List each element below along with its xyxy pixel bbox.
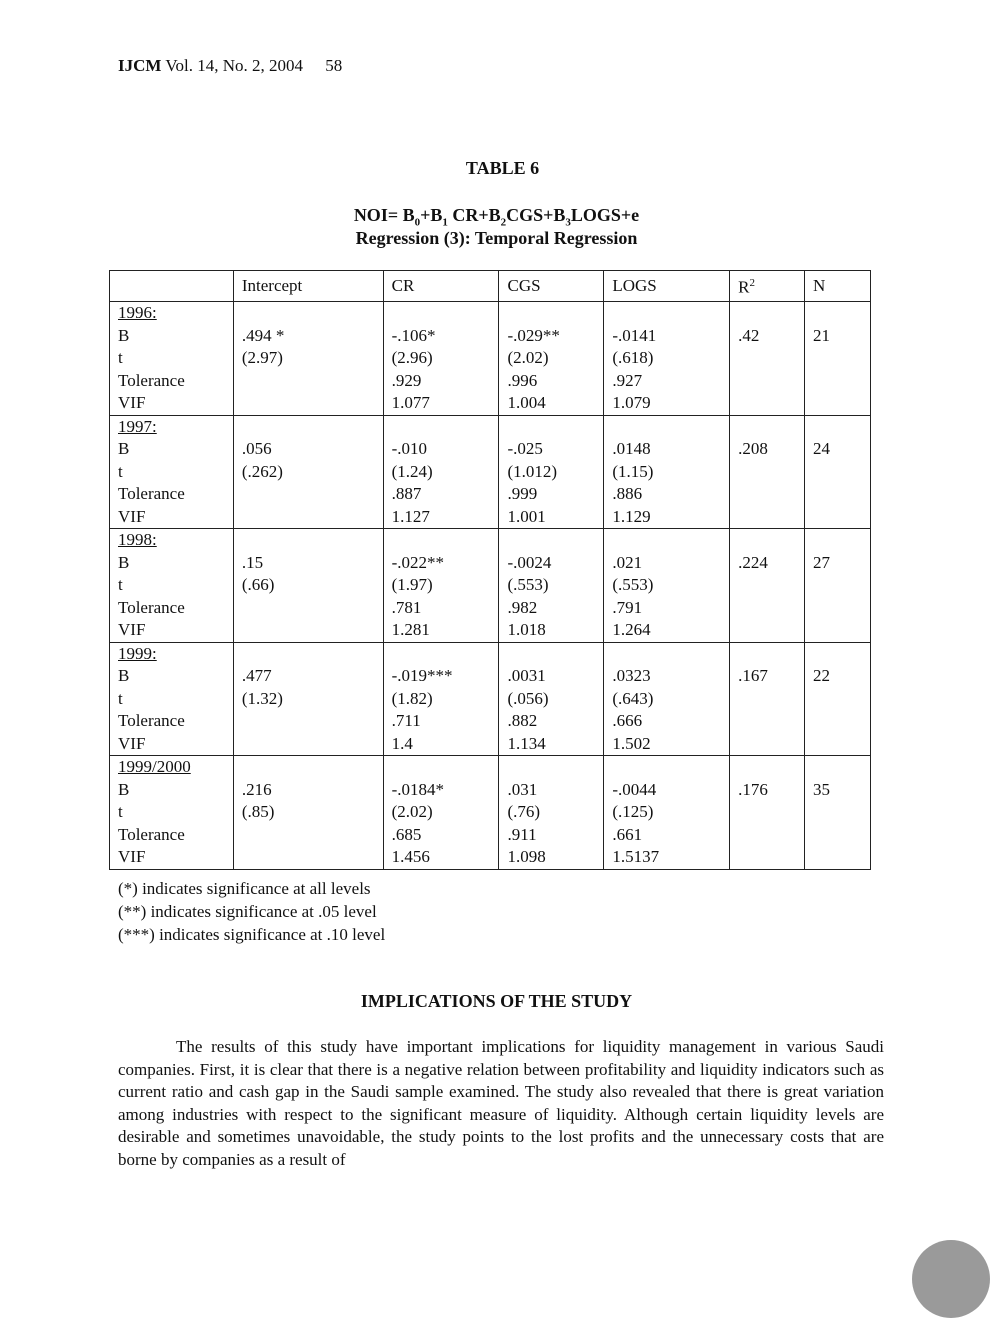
cr-cell: -.010 (1.24) .887 1.127 [383, 415, 499, 529]
intercept-cell: .477 (1.32) [233, 642, 383, 756]
regression-table [109, 270, 871, 870]
regression-label: Regression (3): Temporal Regression [355, 228, 638, 248]
journal-volume: Vol. 14, No. 2, 2004 [165, 56, 303, 75]
running-header [118, 56, 342, 76]
intercept-cell: .494 * (2.97) [233, 302, 383, 416]
cr-cell: -.0184* (2.02) .685 1.456 [383, 756, 499, 870]
section-heading: IMPLICATIONS OF THE STUDY [360, 991, 633, 1011]
n-cell: 27 [805, 529, 871, 643]
header-cr: CR [383, 271, 499, 302]
row-labels-cell: 1996: B t Tolerance VIF [110, 302, 234, 416]
n-cell: 35 [805, 756, 871, 870]
n-cell: 22 [805, 642, 871, 756]
header-n: N [805, 271, 871, 302]
cgs-cell: -.0024 (.553) .982 1.018 [499, 529, 604, 643]
journal-name: IJCM [118, 56, 162, 75]
table-notes [118, 877, 385, 946]
cr-cell: -.022** (1.97) .781 1.281 [383, 529, 499, 643]
header-intercept: Intercept [233, 271, 383, 302]
r-squared-cell: .208 [730, 415, 805, 529]
r-squared-cell: .167 [730, 642, 805, 756]
row-labels-cell: 1998: B t Tolerance VIF [110, 529, 234, 643]
row-labels-cell: 1999/2000 B t Tolerance VIF [110, 756, 234, 870]
table-title: TABLE 6 [465, 158, 540, 178]
cgs-cell: -.025 (1.012) .999 1.001 [499, 415, 604, 529]
cgs-cell: .031 (.76) .911 1.098 [499, 756, 604, 870]
logs-cell: .021 (.553) .791 1.264 [604, 529, 730, 643]
r-squared-cell: .42 [730, 302, 805, 416]
header-cgs: CGS [499, 271, 604, 302]
intercept-cell: .216 (.85) [233, 756, 383, 870]
table-header-row [110, 271, 871, 302]
header-empty [110, 271, 234, 302]
row-labels-cell: 1997: B t Tolerance VIF [110, 415, 234, 529]
intercept-cell: .15 (.66) [233, 529, 383, 643]
note-line: (*) indicates significance at all levels [118, 879, 371, 898]
n-cell: 21 [805, 302, 871, 416]
logs-cell: -.0141 (.618) .927 1.079 [604, 302, 730, 416]
note-line: (***) indicates significance at .10 level [118, 925, 386, 944]
table-row [110, 756, 871, 870]
logs-cell: .0323 (.643) .666 1.502 [604, 642, 730, 756]
page-number: 58 [325, 56, 343, 75]
cgs-cell: .0031 (.056) .882 1.134 [499, 642, 604, 756]
intercept-cell: .056 (.262) [233, 415, 383, 529]
logs-cell: -.0044 (.125) .661 1.5137 [604, 756, 730, 870]
header-logs: LOGS [604, 271, 730, 302]
cgs-cell: -.029** (2.02) .996 1.004 [499, 302, 604, 416]
regression-equation: $NOI= B_0+B_1$ $CR+B_2CGS+B_3LOGS+e$ [353, 205, 640, 229]
cr-cell: -.019*** (1.82) .711 1.4 [383, 642, 499, 756]
n-cell: 24 [805, 415, 871, 529]
table-row [110, 415, 871, 529]
row-labels-cell: 1999: B t Tolerance VIF [110, 642, 234, 756]
logs-cell: .0148 (1.15) .886 1.129 [604, 415, 730, 529]
page-corner-decoration [912, 1240, 990, 1318]
r-squared-cell: .224 [730, 529, 805, 643]
body-paragraph: The results of this study have important implications for liquidity management in various Saudi companies. First, it is clear that there is a negative relation between profitability and liquidity indicators such as current ratio and cash gap in the Saudi sample examined. The study also revealed that there is great variation among industries with respect to the significant measure of liquidity. Although certain liquidity levels are desirable and sometimes unavoidable, the study points to the lost profits and the unnecessary costs that are borne by companies as a result of [118, 1037, 884, 1169]
header-r-squared: $R^2$ [730, 271, 805, 302]
note-line: (**) indicates significance at .05 level [118, 902, 377, 921]
r-squared-cell: .176 [730, 756, 805, 870]
cr-cell: -.106* (2.96) .929 1.077 [383, 302, 499, 416]
table-row [110, 302, 871, 416]
table-row [110, 642, 871, 756]
table-row [110, 529, 871, 643]
